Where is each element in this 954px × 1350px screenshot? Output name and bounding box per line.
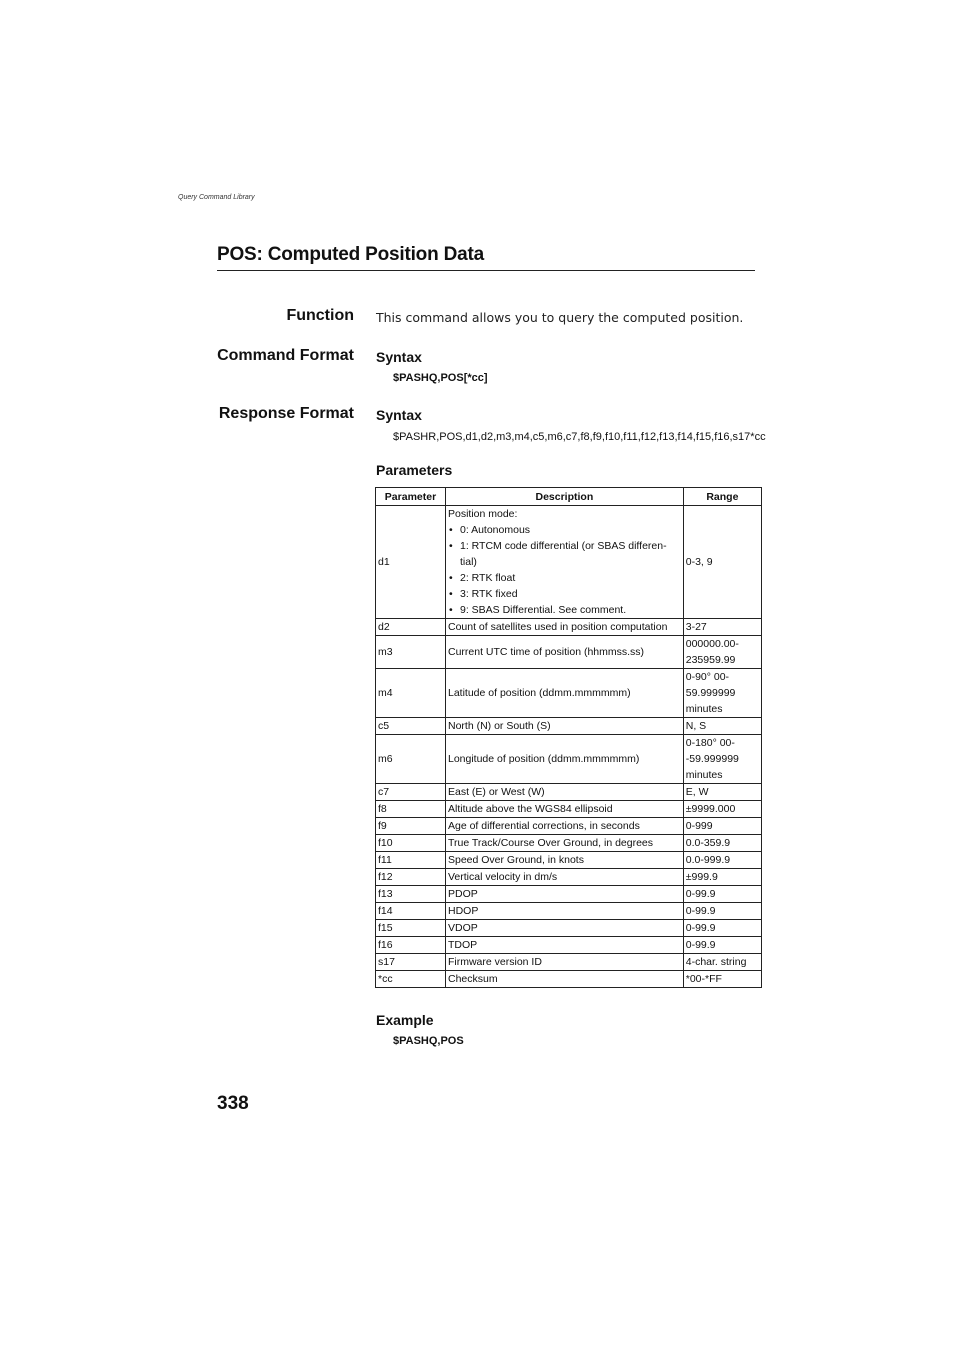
command-format-heading: Command Format: [217, 347, 354, 364]
description-cell: Current UTC time of position (hhmmss.ss): [445, 636, 683, 669]
range-cell: 4-char. string: [683, 954, 761, 971]
list-item: • 3: RTK fixed: [448, 586, 681, 602]
table-row: [376, 619, 762, 636]
table-row: [376, 784, 762, 801]
table-row: [376, 852, 762, 869]
description-cell: [445, 506, 683, 619]
example-code: $PASHQ,POS: [393, 1035, 464, 1047]
description-cell: Count of satellites used in position computation: [445, 619, 683, 636]
response-format-heading: Response Format: [218, 405, 354, 422]
param-cell: f13: [376, 886, 446, 903]
table-row: [376, 886, 762, 903]
param-cell: d1: [376, 506, 446, 619]
column-header-range: Range: [683, 488, 761, 506]
table-row: [376, 920, 762, 937]
range-cell: N, S: [683, 718, 761, 735]
table-row: [376, 954, 762, 971]
range-cell: 000000.00-235959.99: [683, 636, 761, 669]
param-cell: f14: [376, 903, 446, 920]
table-header-row: [376, 488, 762, 506]
range-cell: 0.0-359.9: [683, 835, 761, 852]
param-cell: f11: [376, 852, 446, 869]
param-cell: f8: [376, 801, 446, 818]
description-cell: Longitude of position (ddmm.mmmmmm): [445, 735, 683, 784]
range-cell: ±9999.000: [683, 801, 761, 818]
description-cell: True Track/Course Over Ground, in degrees: [445, 835, 683, 852]
column-header-parameter: Parameter: [376, 488, 446, 506]
table-row: [376, 506, 762, 619]
list-item: • 0: Autonomous: [448, 522, 681, 538]
description-cell: Speed Over Ground, in knots: [445, 852, 683, 869]
table-row: [376, 735, 762, 784]
table-row: [376, 971, 762, 988]
param-cell: f12: [376, 869, 446, 886]
position-mode-list: [448, 522, 681, 618]
param-cell: f9: [376, 818, 446, 835]
param-cell: c7: [376, 784, 446, 801]
page-number: 338: [217, 1093, 249, 1114]
range-cell: 0-90° 00-59.999999 minutes: [683, 669, 761, 718]
description-cell: Checksum: [445, 971, 683, 988]
description-cell: TDOP: [445, 937, 683, 954]
table-row: [376, 937, 762, 954]
description-cell: Firmware version ID: [445, 954, 683, 971]
param-cell: m3: [376, 636, 446, 669]
example-label: Example: [376, 1012, 434, 1028]
description-cell: Altitude above the WGS84 ellipsoid: [445, 801, 683, 818]
description-cell: Latitude of position (ddmm.mmmmmm): [445, 669, 683, 718]
description-cell: Age of differential corrections, in seconds: [445, 818, 683, 835]
table-row: [376, 835, 762, 852]
table-row: [376, 669, 762, 718]
column-header-description: Description: [445, 488, 683, 506]
range-cell: 0-999: [683, 818, 761, 835]
function-heading: Function: [286, 307, 354, 324]
table-row: [376, 903, 762, 920]
range-cell: 0-3, 9: [683, 506, 761, 619]
param-cell: f15: [376, 920, 446, 937]
range-cell: 0-99.9: [683, 903, 761, 920]
description-cell: PDOP: [445, 886, 683, 903]
param-cell: c5: [376, 718, 446, 735]
table-row: [376, 801, 762, 818]
running-header: Query Command Library: [178, 194, 255, 201]
param-cell: f10: [376, 835, 446, 852]
range-cell: *00-*FF: [683, 971, 761, 988]
range-cell: 0-99.9: [683, 937, 761, 954]
param-cell: f16: [376, 937, 446, 954]
param-cell: m4: [376, 669, 446, 718]
table-row: [376, 718, 762, 735]
description-cell: North (N) or South (S): [445, 718, 683, 735]
command-syntax-label: Syntax: [376, 349, 422, 365]
command-syntax: $PASHQ,POS[*cc]: [393, 372, 488, 384]
response-syntax: $PASHR,POS,d1,d2,m3,m4,c5,m6,c7,f8,f9,f10,f11,f12,f13,f14,f15,f16,s17*cc: [393, 431, 766, 443]
description-cell: East (E) or West (W): [445, 784, 683, 801]
range-cell: 0.0-999.9: [683, 852, 761, 869]
param-cell: d2: [376, 619, 446, 636]
table-row: [376, 818, 762, 835]
range-cell: E, W: [683, 784, 761, 801]
range-cell: 0-180° 00--59.999999 minutes: [683, 735, 761, 784]
parameter-rows: [376, 619, 762, 988]
parameters-table: [375, 487, 762, 988]
param-cell: *cc: [376, 971, 446, 988]
range-cell: 3-27: [683, 619, 761, 636]
page-title: POS: Computed Position Data: [217, 244, 755, 271]
response-syntax-label: Syntax: [376, 407, 422, 423]
param-cell: s17: [376, 954, 446, 971]
list-item: • 9: SBAS Differential. See comment.: [448, 602, 681, 618]
description-cell: Vertical velocity in dm/s: [445, 869, 683, 886]
list-item: • 2: RTK float: [448, 570, 681, 586]
parameters-label: Parameters: [376, 462, 453, 478]
list-item: • 1: RTCM code differential (or SBAS differen-tial): [448, 538, 681, 570]
range-cell: 0-99.9: [683, 920, 761, 937]
description-cell: VDOP: [445, 920, 683, 937]
table-row: [376, 636, 762, 669]
range-cell: 0-99.9: [683, 886, 761, 903]
param-cell: m6: [376, 735, 446, 784]
description-intro: Position mode:: [447, 508, 518, 520]
function-description: This command allows you to query the computed position.: [376, 310, 744, 325]
range-cell: ±999.9: [683, 869, 761, 886]
table-row: [376, 869, 762, 886]
description-cell: HDOP: [445, 903, 683, 920]
